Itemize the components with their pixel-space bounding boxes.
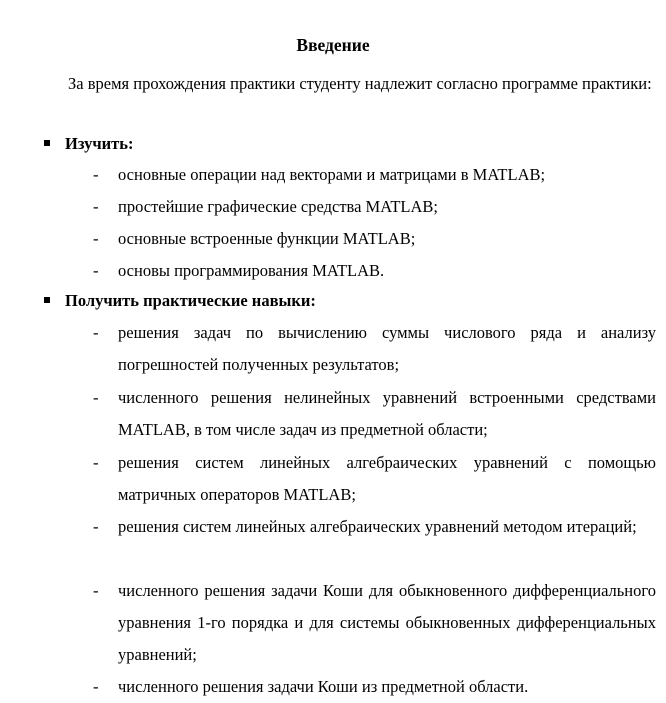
document-page: Введение За время прохождения практики студенту надлежит согласно программе практики: Изучить: - основные операции над векторами и матрицами в MATLAB; - простейшие графические средства MATLAB; - основные встроенные функции MATLAB; - основы программирования MATLAB. Получить практические навыки: - решения задач по вычислению суммы числового ряда и анализу погрешностей полученных результатов; - численного решения нелинейных уравнений встроенными средствами MATLAB, в том числе задач из предметной области; - решения систем линейных алгебраических уравнений с помощью матричных операторов MATLAB; - решения систем линейных алгебраических уравнений методом итераций; - численного решения задачи Коши для обыкновенного дифференциального уравнения 1-го порядка и для системы обыкновенных дифференциальных уравнений; - численного решения задачи Коши из предметной области. [0,0,666,695]
intro-paragraph: За время прохождения практики студенту надлежит согласно программе практики: [68,74,652,93]
dash-bullet-icon: - [93,197,99,216]
section-heading-skills: Получить практические навыки: [44,290,316,312]
page-title: Введение [296,35,370,55]
dash-bullet-icon: - [93,165,99,184]
square-bullet-icon [44,140,50,146]
section-heading-study: Изучить: [44,133,134,155]
dash-bullet-icon: - [93,677,99,696]
dash-bullet-icon: - [93,388,99,407]
square-bullet-icon [44,297,50,303]
dash-bullet-icon: - [93,323,99,342]
dash-bullet-icon: - [93,261,99,280]
dash-bullet-icon: - [93,581,99,600]
dash-bullet-icon: - [93,517,99,536]
dash-bullet-icon: - [93,229,99,248]
dash-bullet-icon: - [93,453,99,472]
